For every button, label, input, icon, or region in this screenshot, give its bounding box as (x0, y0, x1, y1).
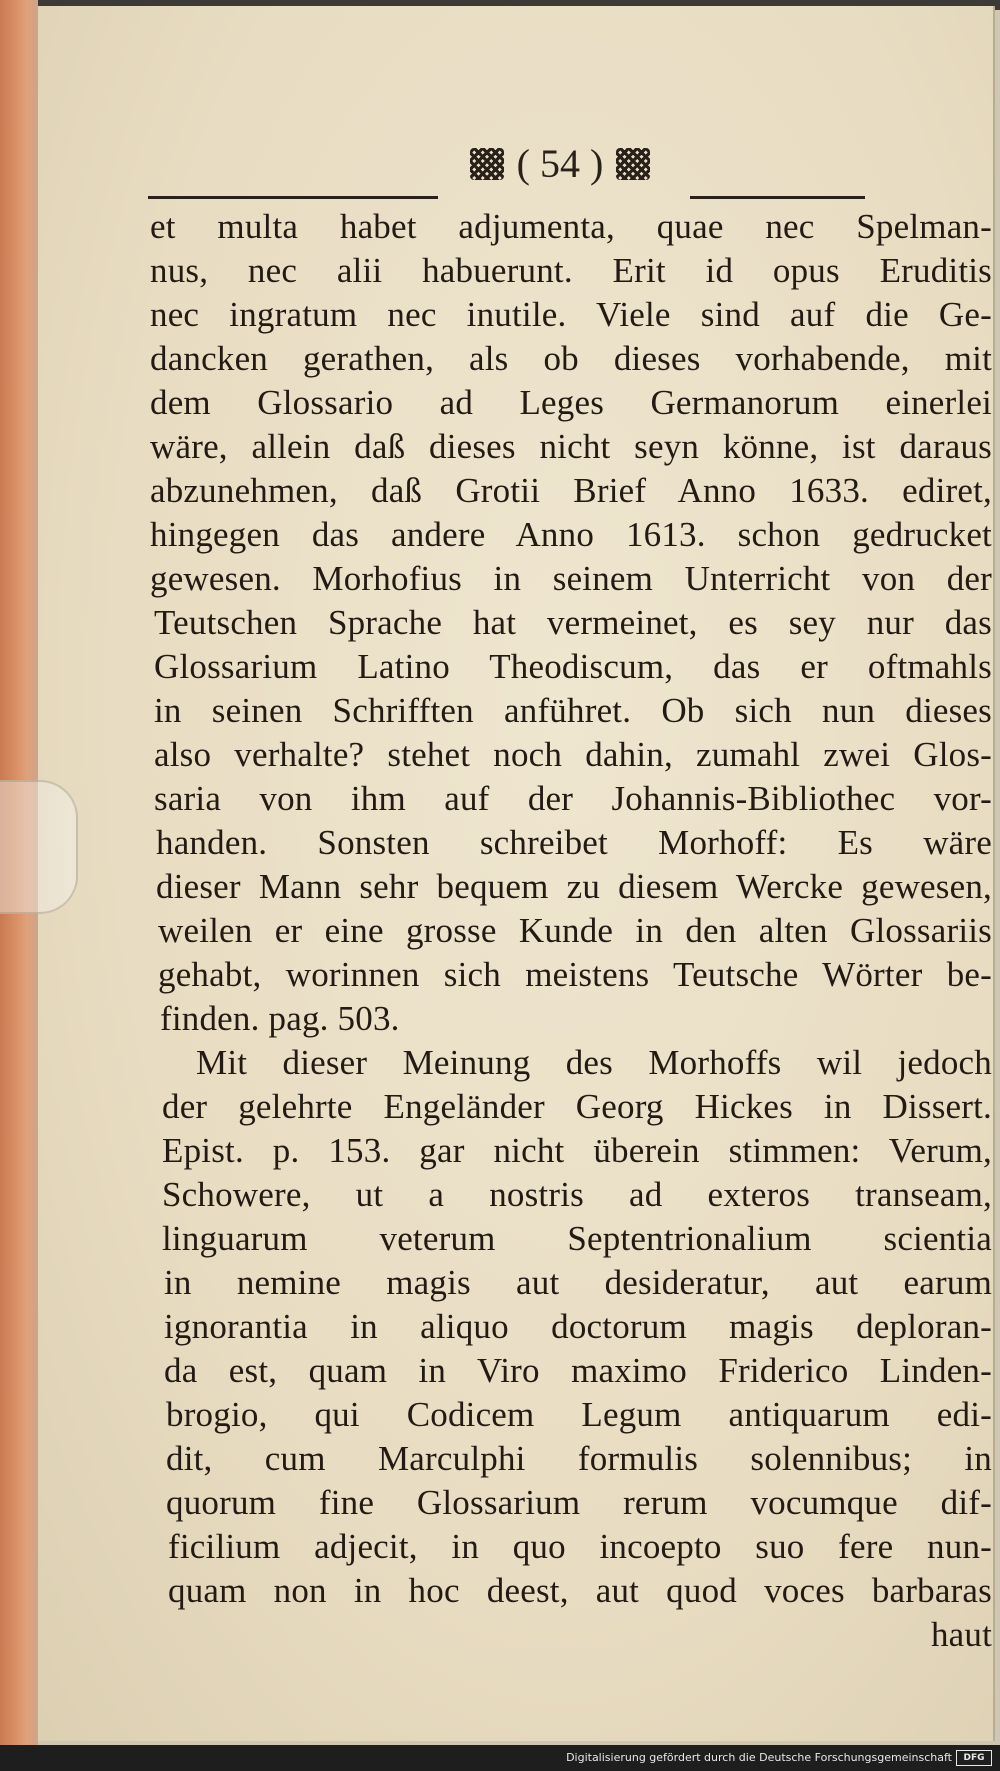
text-line: nec ingratum nec inutile. Viele sind auf die Ge- (150, 295, 992, 334)
text-line: da est, quam in Viro maximo Friderico Linden- (164, 1351, 992, 1390)
text-line: linguarum veterum Septentrionalium scientia (162, 1219, 992, 1258)
digitization-credit: Digitalisierung gefördert durch die Deutsche Forschungsgemeinschaft (566, 1751, 952, 1764)
text-line: saria von ihm auf der Johannis-Bibliothec vor- (154, 779, 992, 818)
header-rule-left (148, 196, 438, 199)
text-line: quam non in hoc deest, aut quod voces barbaras (168, 1571, 992, 1610)
dfg-logo: DFG (956, 1750, 992, 1766)
text-line: dem Glossario ad Leges Germanorum einerlei (150, 383, 992, 422)
text-line: wäre, allein daß dieses nicht seyn könne, ist daraus (150, 427, 992, 466)
text-line: ignorantia in aliquo doctorum magis deploran- (164, 1307, 992, 1346)
text-line: Glossarium Latino Theodiscum, das er oftmahls (154, 647, 992, 686)
page-header (430, 140, 690, 190)
text-line: nus, nec alii habuerunt. Erit id opus Eruditis (150, 251, 992, 290)
text-line: in seinen Schrifften anführet. Ob sich nun dieses (154, 691, 992, 730)
text-line: gewesen. Morhofius in seinem Unterricht von der (150, 559, 992, 598)
text-line: quorum fine Glossarium rerum vocumque dif- (166, 1483, 992, 1522)
paragraph-start-line: Mit dieser Meinung des Morhoffs wil jedoch (196, 1043, 992, 1082)
text-line: et multa habet adjumenta, quae nec Spelman- (150, 207, 992, 246)
catchword: haut (930, 1615, 992, 1654)
text-line: abzunehmen, daß Grotii Brief Anno 1633. ediret, (150, 471, 992, 510)
text-line: dit, cum Marculphi formulis solennibus; in (166, 1439, 992, 1478)
text-line: weilen er eine grosse Kunde in den alten Glossariis (158, 911, 992, 950)
page-clip (0, 780, 78, 914)
text-line: dancken gerathen, als ob dieses vorhabende, mit (150, 339, 992, 378)
text-line: also verhalte? stehet noch dahin, zumahl zwei Glos- (154, 735, 992, 774)
header-rule-right (690, 196, 865, 199)
ornament-left-icon (470, 148, 504, 180)
body-text (150, 205, 992, 1657)
text-line: ficilium adjecit, in quo incoepto suo fere nun- (168, 1527, 992, 1566)
text-line: in nemine magis aut desideratur, aut earum (164, 1263, 992, 1302)
text-line: der gelehrte Engeländer Georg Hickes in Dissert. (162, 1087, 992, 1126)
text-line: handen. Sonsten schreibet Morhoff: Es wäre (156, 823, 992, 862)
text-line: brogio, qui Codicem Legum antiquarum edi- (166, 1395, 992, 1434)
page-number: ( 54 ) (516, 141, 604, 186)
text-line: dieser Mann sehr bequem zu diesem Wercke gewesen, (156, 867, 992, 906)
text-line: Schowere, ut a nostris ad exteros transeam, (162, 1175, 992, 1214)
text-line: gehabt, worinnen sich meistens Teutsche Wörter be- (158, 955, 992, 994)
text-line: finden. pag. 503. (160, 999, 400, 1038)
text-line: Teutschen Sprache hat vermeinet, es sey nur das (154, 603, 992, 642)
text-line: Epist. p. 153. gar nicht überein stimmen: Verum, (162, 1131, 992, 1170)
ornament-right-icon (616, 148, 650, 180)
text-line: hingegen das andere Anno 1613. schon gedrucket (150, 515, 992, 554)
